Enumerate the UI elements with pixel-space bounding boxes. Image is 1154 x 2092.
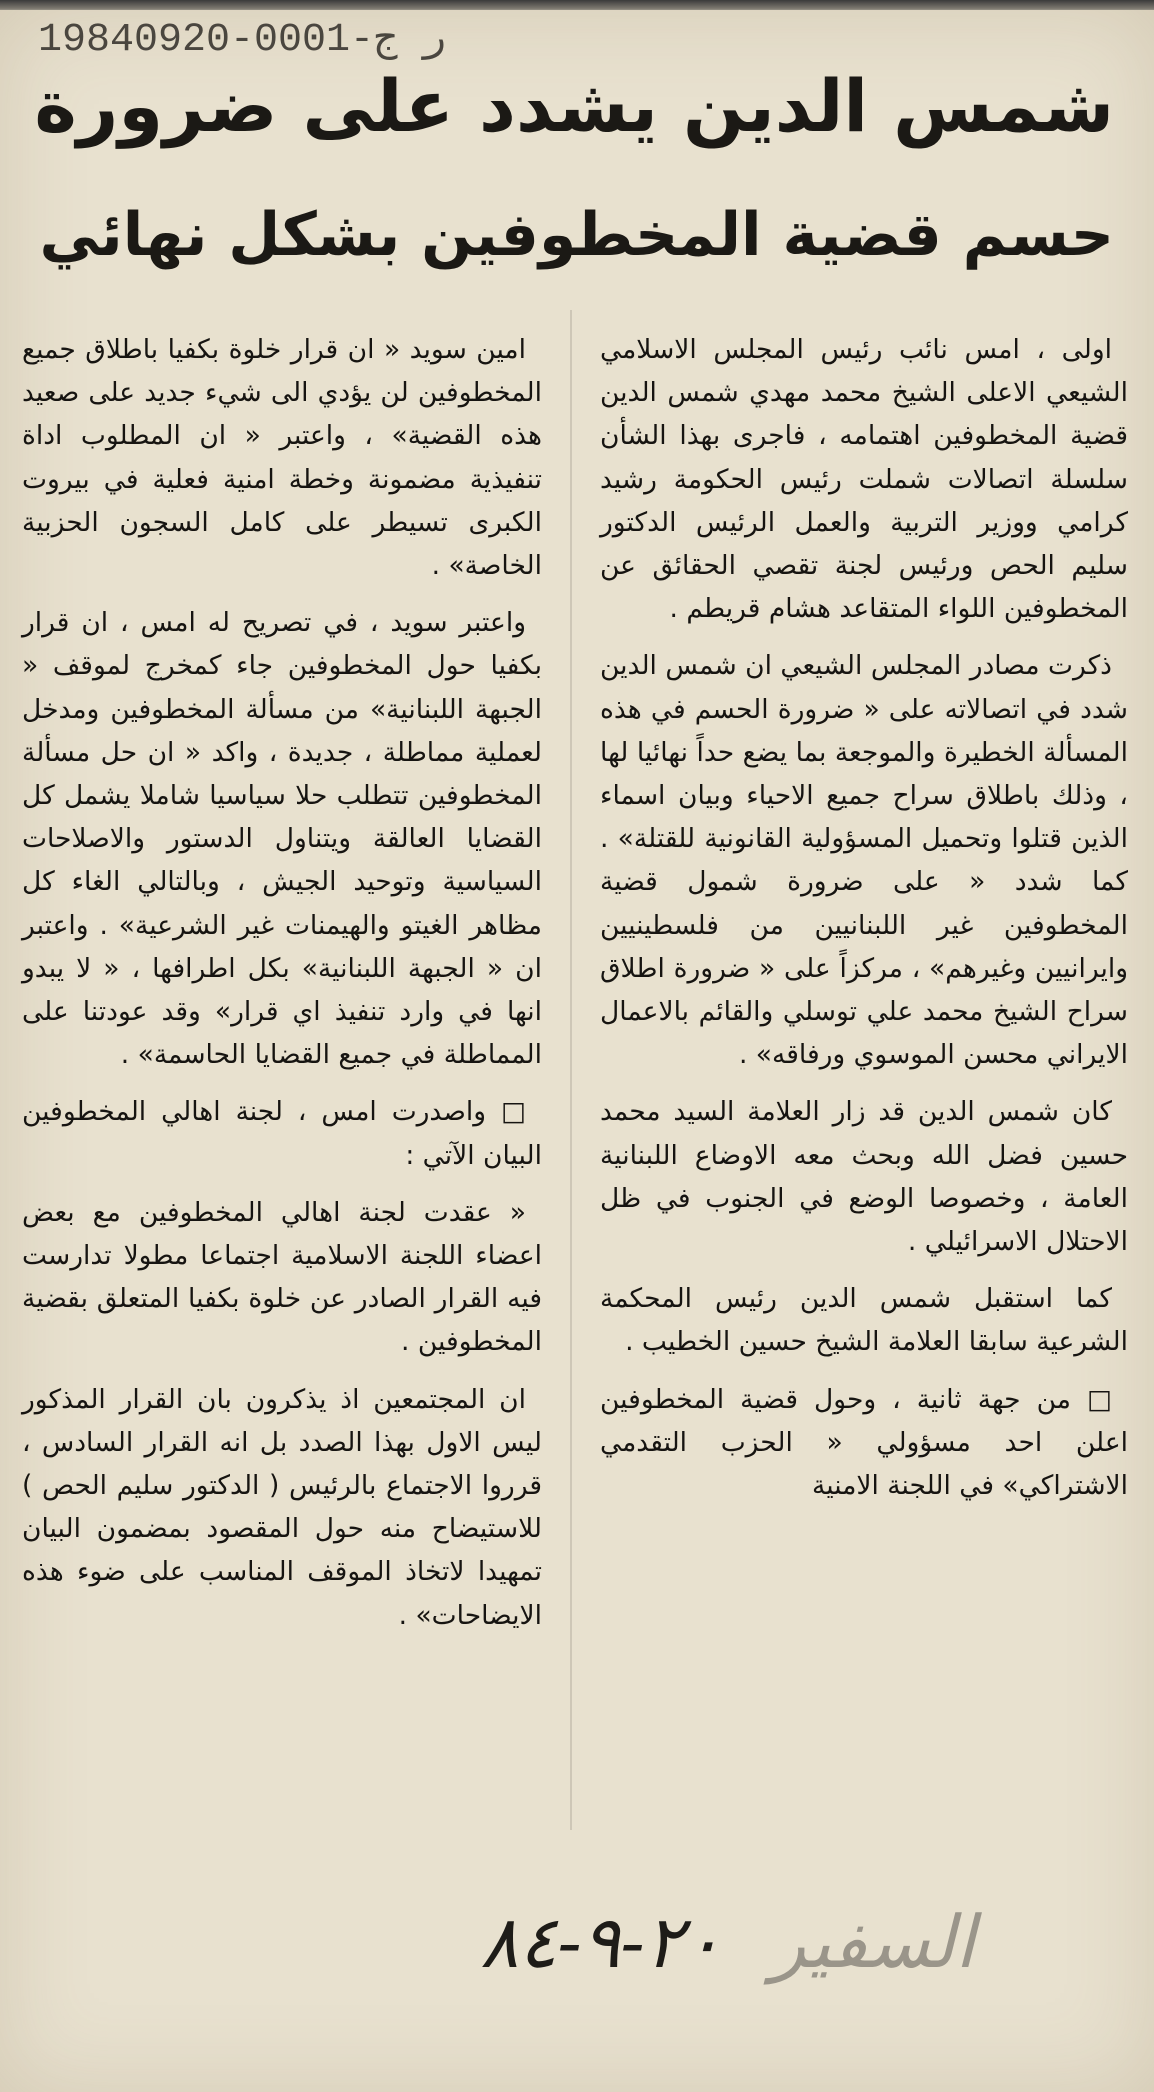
- paragraph: امين سويد « ان قرار خلوة بكفيا باطلاق جميع المخطوفين لن يؤدي الى شيء جديد على صعيد هذه القضية» ، واعتبر « ان المطلوب اداة تنفيذية مضمونة وخطة امنية فعلية في بيروت الكبرى تسيطر على كامل السجون الحزبية الخاصة» .: [22, 334, 542, 582]
- paragraph: □ واصدرت امس ، لجنة اهالي المخطوفين البيان الآتي :: [22, 1096, 542, 1171]
- newspaper-clipping: [0, 10, 1154, 2092]
- paragraph: واعتبر سويد ، في تصريح له امس ، ان قرار بكفيا حول المخطوفين جاء كمخرج لموقف « الجبهة اللبنانية» من مسألة المخطوفين ومدخل لعملية مماطلة ، جديدة ، واكد « ان حل مسألة المخطوفين تتطلب حلا سياسيا شاملا يشمل كل القضايا العالقة ويتناول الدستور والاصلاحات السياسية وتوحيد الجيش ، وبالتالي الغاء كل مظاهر الغيتو والهيمنات غير الشرعية» . واعتبر ان « الجبهة اللبنانية» بكل اطرافها ، « لا يبدو انها في وارد تنفيذ اي قرار» وقد عودتنا على المماطلة في جميع القضايا الحاسمة» .: [22, 607, 542, 1071]
- headline-text-1: شمس الدين يشدد على ضرورة: [34, 64, 1114, 148]
- paragraph: كان شمس الدين قد زار العلامة السيد محمد حسين فضل الله وبحث معه الاوضاع اللبنانية العامة ، وخصوصا الوضع في الجنوب في ظل الاحتلال الاسرائيلي .: [600, 1096, 1128, 1258]
- paragraph: ان المجتمعين اذ يذكرون بان القرار المذكور ليس الاول بهذا الصدد بل انه القرار السادس ، قرروا الاجتماع بالرئيس ( الدكتور سليم الحص ) للاستيضاح منه حول المقصود بمضمون البيان تمهيدا لاتخاذ الموقف المناسب على ضوء هذه الايضاحات» .: [22, 1383, 542, 1631]
- handwritten-source: السفير: [770, 1900, 975, 1984]
- headline-text-2: حسم قضية المخطوفين بشكل نهائي: [39, 200, 1114, 270]
- article-column-left: [22, 328, 542, 1651]
- column-divider: [570, 310, 572, 1830]
- paragraph: كما استقبل شمس الدين رئيس المحكمة الشرعية سابقا العلامة الشيخ حسين الخطيب .: [600, 1283, 1128, 1358]
- paragraph: اولى ، امس نائب رئيس المجلس الاسلامي الشيعي الاعلى الشيخ محمد مهدي شمس الدين قضية المخطوفين اهتمامه ، فاجرى بهذا الشأن سلسلة اتصالات شملت رئيس الحكومة رشيد كرامي ووزير التربية والعمل الرئيس الدكتور سليم الحص ورئيس لجنة تقصي الحقائق عن المخطوفين اللواء المتقاعد هشام قريطم .: [600, 334, 1128, 625]
- headline-line-2: [20, 170, 1114, 300]
- article-column-right: [600, 328, 1128, 1521]
- handwritten-date: ٢٠-٩-٨٤: [480, 1900, 723, 1984]
- headline-line-1: [20, 46, 1114, 166]
- archive-code: 19840920-0001-ر ج: [38, 18, 447, 63]
- paragraph: ذكرت مصادر المجلس الشيعي ان شمس الدين شدد في اتصالاته على « ضرورة الحسم في هذه المسألة الخطيرة والموجعة بما يضع حداً نهائيا لها ، وذلك باطلاق سراح جميع الاحياء وبيان اسماء الذين قتلوا وتحميل المسؤولية القانونية للقتلة» . كما شدد « على ضرورة شمول قضية المخطوفين غير اللبنانيين من فلسطينيين وايرانيين وغيرهم» ، مركزاً على « ضرورة اطلاق سراح الشيخ محمد علي توسلي والقائم بالاعمال الايراني محسن الموسوي ورفاقه» .: [600, 650, 1128, 1071]
- paragraph: □ من جهة ثانية ، وحول قضية المخطوفين اعلن احد مسؤولي « الحزب التقدمي الاشتراكي» في اللجنة الامنية: [600, 1383, 1128, 1502]
- paragraph: « عقدت لجنة اهالي المخطوفين مع بعض اعضاء اللجنة الاسلامية اجتماعا مطولا تدارست فيه القرار الصادر عن خلوة بكفيا المتعلق بقضية المخطوفين .: [22, 1196, 542, 1358]
- handwritten-annotation: [480, 1900, 975, 2000]
